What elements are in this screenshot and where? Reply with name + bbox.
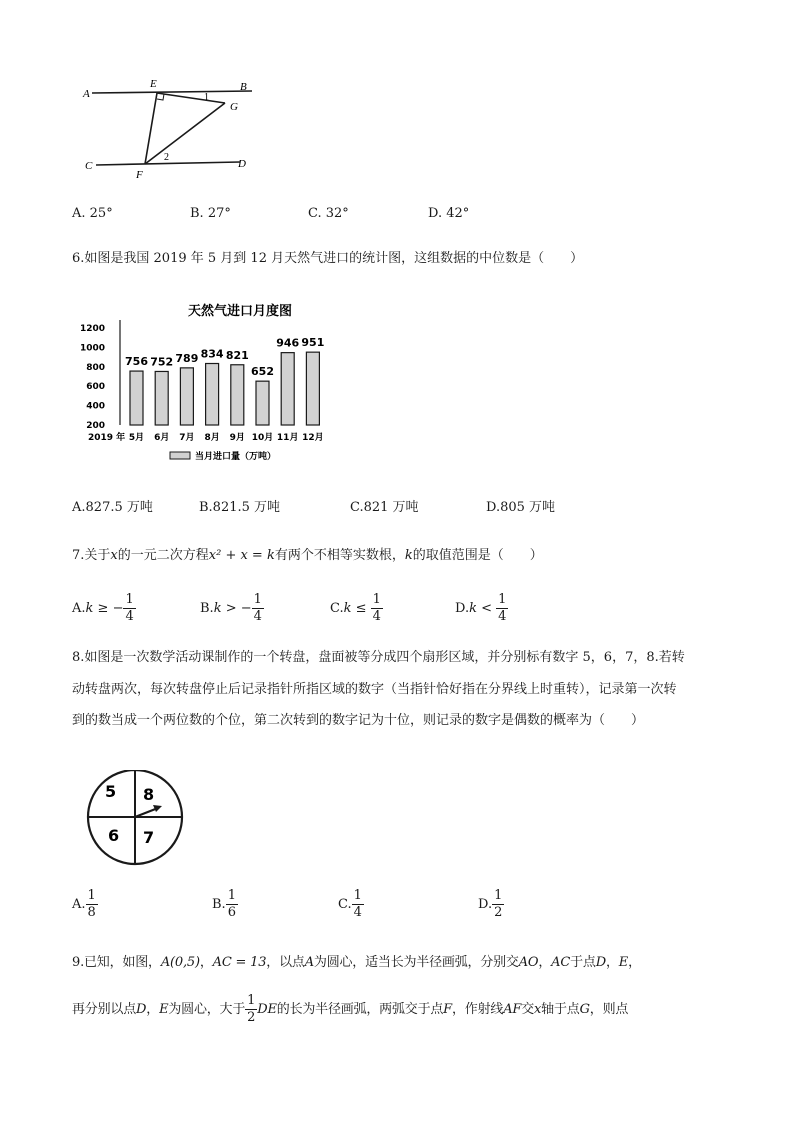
q5-option-d[interactable]: D. 42°	[428, 206, 470, 221]
q6-option-c[interactable]: C.821 万吨	[350, 500, 419, 515]
q6-stem: 6.如图是我国 2019 年 5 月到 12 月天然气进口的统计图，这组数据的中位数是（ ）	[72, 251, 584, 266]
fraction: $\frac{1}{2}$	[247, 993, 256, 1025]
y-tick-label: 800	[86, 362, 105, 373]
q5-option-a[interactable]: A. 25°	[72, 206, 113, 221]
bar-value-label: 789	[175, 351, 199, 365]
q9-line-2: 再分别以点D，E为圆心，大于 $\frac{1}{2}$ DE的长为半径画弧，两弧交于点F，作射线AF交x轴于点G，则点	[72, 993, 629, 1025]
x-tick-label: 8月	[204, 433, 220, 443]
bar	[155, 371, 168, 425]
bar	[231, 365, 244, 425]
line-ab	[92, 91, 252, 93]
q7-option-a[interactable]: A.k ≥ − $\frac{1}{4}$	[72, 592, 134, 624]
fraction: $\frac{1}{4}$	[353, 888, 362, 920]
label-d: D	[238, 158, 246, 170]
label-c: C	[85, 160, 93, 172]
segment-ef	[145, 93, 157, 164]
fraction: $\frac{1}{2}$	[494, 888, 503, 920]
label-b: B	[240, 81, 247, 93]
chart-year-label: 2019 年	[88, 433, 126, 443]
bar-value-label: 834	[200, 347, 224, 361]
label-e: E	[150, 78, 157, 90]
legend-label: 当月进口量（万吨）	[195, 452, 277, 462]
bar	[306, 352, 319, 425]
bar	[281, 353, 294, 425]
y-tick-label: 1200	[79, 324, 105, 334]
fraction: $\frac{1}{4}$	[125, 592, 134, 624]
legend-swatch	[170, 452, 190, 459]
q8-line-2: 动转盘两次，每次转盘停止后记录指针所指区域的数字（当指针恰好指在分界线上时重转），记录第一次转	[72, 682, 677, 697]
spinner-number-8: 8	[143, 785, 155, 804]
fraction: $\frac{1}{8}$	[87, 888, 96, 920]
q9-line-1: 9.已知，如图，A(0,5)，AC = 13，以点A为圆心，适当长为半径画弧，分别交AO，AC于点D，E，	[72, 955, 641, 970]
label-angle-2: 2	[164, 152, 169, 163]
q5-option-b[interactable]: B. 27°	[190, 206, 231, 221]
y-tick-label: 200	[86, 421, 105, 431]
y-tick-label: 400	[86, 401, 105, 412]
chart-title: 天然气进口月度图	[187, 304, 293, 319]
bar-value-label: 946	[276, 336, 300, 350]
bar-value-label: 652	[251, 365, 274, 379]
x-tick-label: 5月	[128, 433, 145, 443]
q8-option-c[interactable]: C. $\frac{1}{4}$	[338, 888, 362, 920]
label-a: A	[83, 88, 90, 100]
x-tick-label: 6月	[154, 433, 170, 443]
q7-equation: x² + x = k	[208, 548, 275, 563]
label-f: F	[136, 169, 143, 181]
bar-value-label: 821	[225, 348, 249, 362]
q7-stem: 7.关于x的一元二次方程x² + x = k有两个不相等实数根，k的取值范围是（ ）	[72, 548, 543, 563]
segment-eg	[157, 93, 225, 103]
bar-value-label: 752	[150, 355, 174, 369]
x-tick-label: 10月	[251, 433, 274, 443]
x-tick-label: 12月	[302, 433, 324, 443]
x-tick-label: 11月	[276, 433, 299, 443]
bar-value-label: 756	[125, 355, 148, 369]
q8-option-b[interactable]: B. $\frac{1}{6}$	[212, 888, 236, 920]
spinner-number-7: 7	[143, 828, 155, 847]
q7-option-d[interactable]: D.k < $\frac{1}{4}$	[455, 592, 507, 624]
natural-gas-bar-chart	[75, 295, 385, 470]
q8-line-3: 到的数当成一个两位数的个位，第二次转到的数字记为十位，则记录的数字是偶数的概率为（ ）	[72, 713, 645, 728]
q8-line-1: 8.如图是一次数学活动课制作的一个转盘，盘面被等分成四个扇形区域，并分别标有数字 5，6，7，8.若转	[72, 650, 685, 665]
label-angle-1: 1	[204, 92, 209, 103]
spinner-figure	[78, 770, 198, 870]
label-g: G	[230, 101, 238, 113]
fraction: $\frac{1}{4}$	[253, 592, 262, 624]
segment-fg	[145, 103, 225, 164]
q6-option-b[interactable]: B.821.5 万吨	[199, 500, 281, 515]
bar	[130, 371, 143, 425]
fraction: $\frac{1}{4}$	[498, 592, 507, 624]
x-tick-label: 9月	[229, 433, 245, 443]
q7-option-b[interactable]: B.k > − $\frac{1}{4}$	[200, 592, 262, 624]
q6-option-d[interactable]: D.805 万吨	[486, 500, 556, 515]
x-tick-label: 7月	[179, 433, 195, 443]
y-tick-label: 1000	[79, 343, 105, 354]
fraction: $\frac{1}{4}$	[372, 592, 381, 624]
right-angle-mark	[157, 94, 164, 100]
parallel-lines-figure	[80, 70, 270, 185]
bar-value-label: 951	[301, 336, 325, 350]
q5-option-c[interactable]: C. 32°	[308, 206, 349, 221]
bar	[256, 381, 269, 425]
spinner-number-6: 6	[108, 826, 120, 845]
q7-option-c[interactable]: C.k ≤ $\frac{1}{4}$	[330, 592, 381, 624]
y-tick-label: 600	[86, 382, 105, 393]
bar	[180, 368, 193, 425]
spinner-number-5: 5	[105, 782, 117, 801]
q6-option-a[interactable]: A.827.5 万吨	[72, 500, 153, 515]
fraction: $\frac{1}{6}$	[227, 888, 236, 920]
bar	[206, 364, 219, 425]
q8-option-d[interactable]: D. $\frac{1}{2}$	[478, 888, 503, 920]
q8-option-a[interactable]: A. $\frac{1}{8}$	[72, 888, 96, 920]
